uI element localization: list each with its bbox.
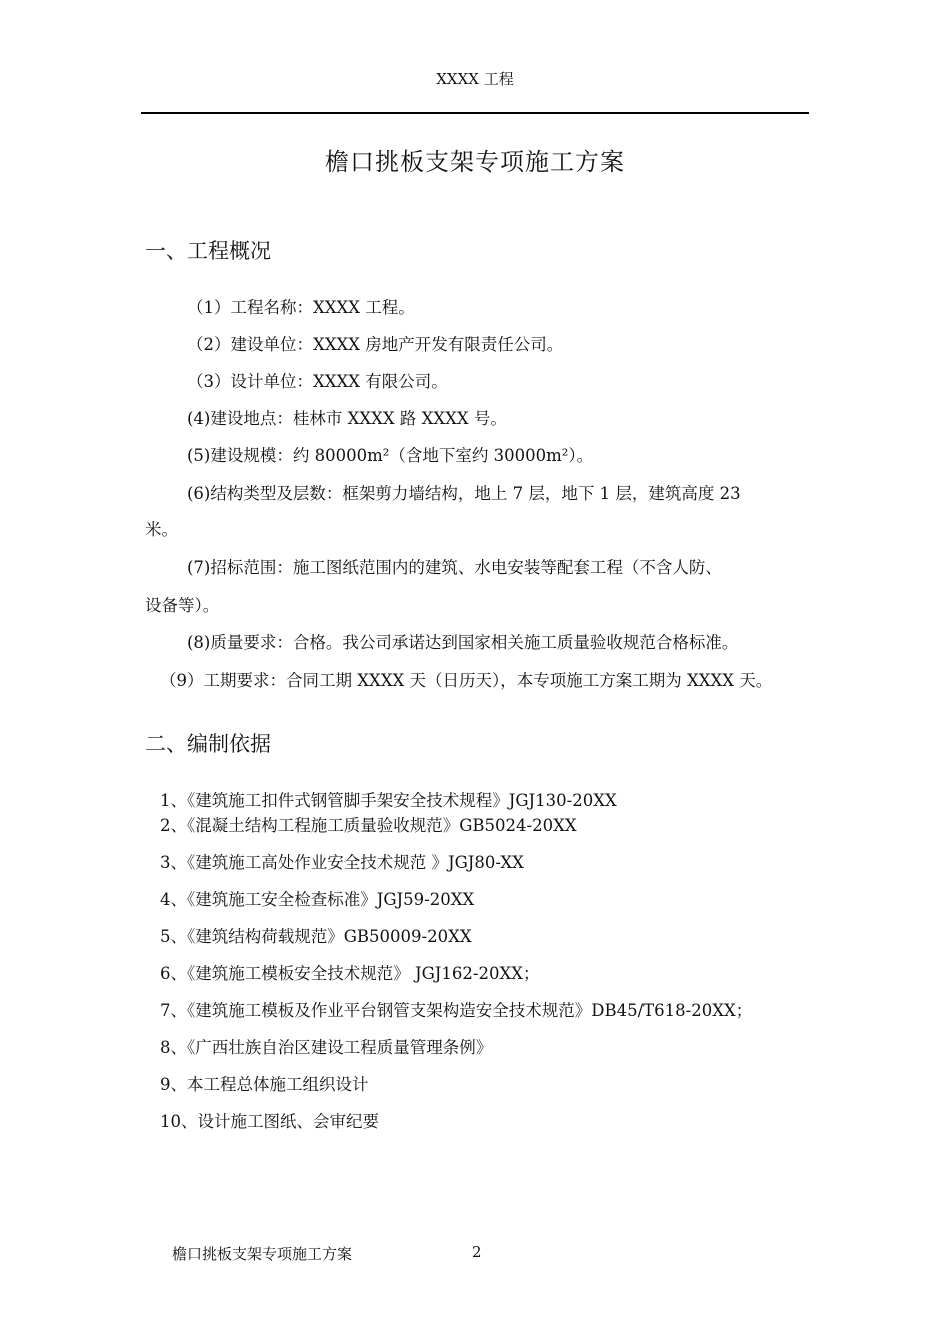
overview-item: （9）工期要求：合同工期 XXXX 天（日历天），本专项施工方案工期为 XXXX 天。 [160,671,773,690]
overview-item: （3）设计单位：XXXX 有限公司。 [187,372,448,391]
overview-item-continuation: 设备等）。 [145,596,220,615]
basis-list-item: 10、设计施工图纸、会审纪要 [160,1112,379,1131]
overview-item: （2）建设单位：XXXX 房地产开发有限责任公司。 [187,335,564,354]
overview-item: (4)建设地点：桂林市 XXXX 路 XXXX 号。 [187,409,507,428]
basis-list-item: 7、《建筑施工模板及作业平台钢管支架构造安全技术规范》DB45/T618-20XX； [160,1001,753,1020]
section-heading-basis: 二、编制依据 [145,732,271,756]
section-heading-overview: 一、工程概况 [145,239,271,263]
header-rule [141,112,809,114]
overview-item: (8)质量要求：合格。我公司承诺达到国家相关施工质量验收规范合格标准。 [187,633,739,652]
basis-list-item: 4、《建筑施工安全检查标准》JGJ59-20XX [160,890,475,909]
page-number: 2 [472,1243,482,1261]
basis-list-item: 8、《广西壮族自治区建设工程质量管理条例》 [160,1038,493,1057]
running-header: XXXX 工程 [436,70,514,88]
basis-list-item: 9、本工程总体施工组织设计 [160,1075,369,1094]
overview-item: （1）工程名称：XXXX 工程。 [187,298,415,317]
basis-list-item: 5、《建筑结构荷载规范》GB50009-20XX [160,927,472,946]
overview-item-continuation: 米。 [145,520,178,539]
overview-item: (6)结构类型及层数：框架剪力墙结构，地上 7 层，地下 1 层，建筑高度 23 [187,484,741,503]
basis-list-item: 1、《建筑施工扣件式钢管脚手架安全技术规程》JGJ130-20XX [160,791,617,810]
overview-item: (5)建设规模：约 80000m²（含地下室约 30000m²）。 [187,446,594,465]
overview-item: (7)招标范围：施工图纸范围内的建筑、水电安装等配套工程（不含人防、 [187,558,722,577]
basis-list-item: 6、《建筑施工模板安全技术规范》 JGJ162-20XX； [160,964,540,983]
document-title: 檐口挑板支架专项施工方案 [325,148,625,176]
basis-list-item: 2、《混凝土结构工程施工质量验收规范》GB5024-20XX [160,816,577,835]
footer-doc-title: 檐口挑板支架专项施工方案 [172,1245,353,1263]
basis-list-item: 3、《建筑施工高处作业安全技术规范 》JGJ80-XX [160,853,524,872]
